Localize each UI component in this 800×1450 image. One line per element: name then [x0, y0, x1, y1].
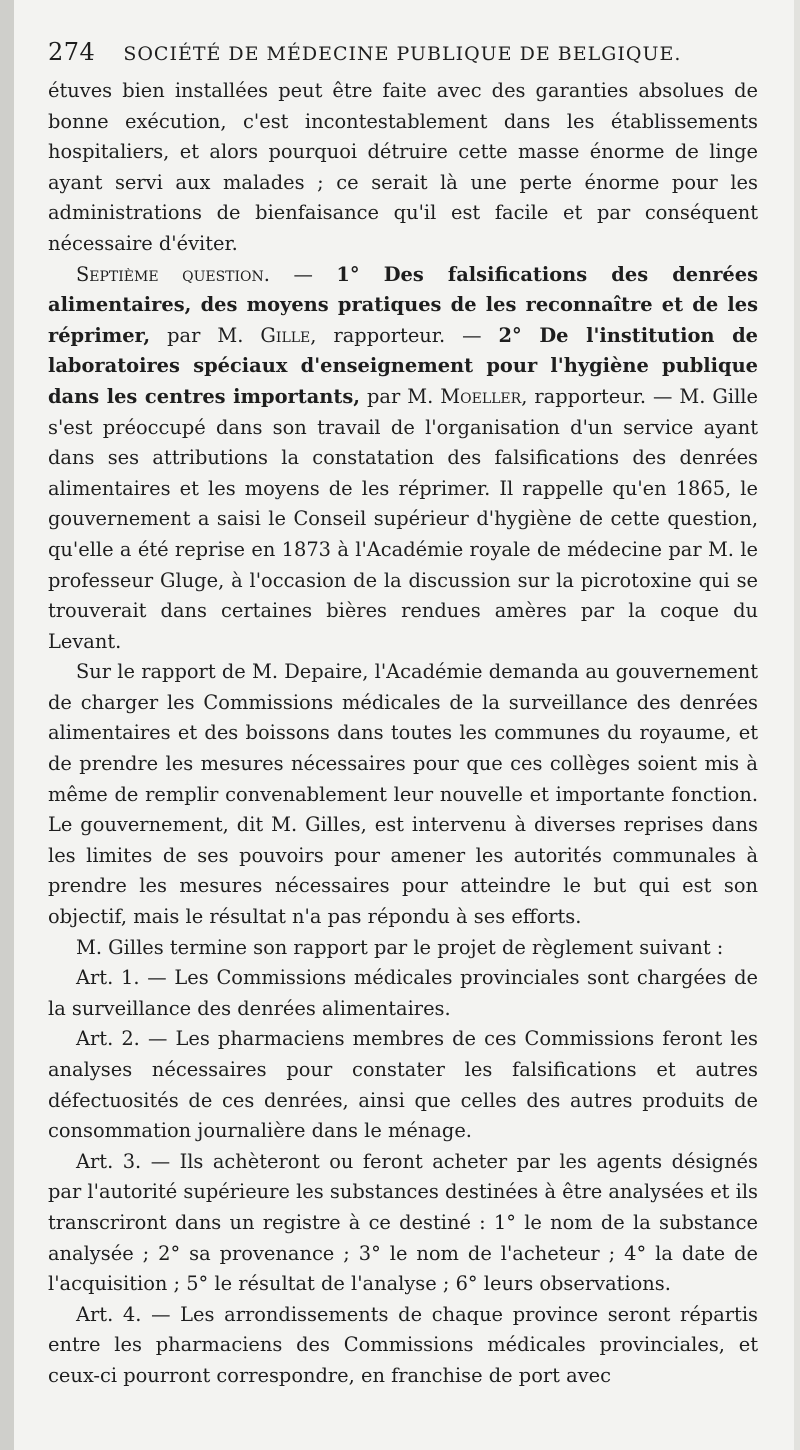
- article-text: — Les Commissions médicales provinciales sont chargées de la surveillance des denrées alimentaires.: [48, 966, 758, 1020]
- article-label: Art. 2.: [76, 1027, 140, 1051]
- running-header: [48, 38, 764, 66]
- question-role-1: , rapporteur. —: [310, 323, 499, 347]
- paragraph-rapport: [48, 657, 758, 932]
- article-2: [48, 1024, 758, 1146]
- question-title-2: 2° De l'institution de laboratoires spéciaux d'enseignement pour l'hygiène publique dans les centres importants,: [48, 323, 758, 408]
- question-by-1: par M.: [150, 323, 261, 347]
- article-text: — Les pharmaciens membres de ces Commissions feront les analyses nécessaires pour constater les falsifications et autres défectuosités de ces denrées, ainsi que celles des autres produits de consommation journalière dans le ménage.: [48, 1027, 758, 1143]
- paragraph-intro-reglement: [48, 933, 758, 964]
- paragraph-text: M. Gilles termine son rapport par le projet de règlement suivant :: [76, 935, 724, 959]
- question-by-2: par M.: [360, 384, 441, 408]
- article-4: [48, 1300, 758, 1392]
- running-title: SOCIÉTÉ DE MÉDECINE PUBLIQUE DE BELGIQUE.: [123, 43, 682, 65]
- paragraph-text: Sur le rapport de M. Depaire, l'Académie demanda au gouvernement de charger les Commissions médicales de la surveillance des denrées alimentaires et des boissons dans toutes les communes du royaume, et de prendre les mesures nécessaires pour que ces collèges soient mis à même de remplir convenablement leur nouvelle et importante fonction. Le gouvernement, dit M. Gilles, est intervenu à diverses reprises dans les limites de ses pouvoirs pour amener les autorités communales à prendre les mesures nécessaires pour atteindre le but qui est son objectif, mais le résultat n'a pas répondu à ses efforts.: [48, 660, 758, 929]
- article-label: Art. 4.: [76, 1302, 142, 1326]
- rapporteur-name-2: Moeller: [440, 384, 522, 408]
- question-title-1: 1° Des falsifications des denrées alimentaires, des moyens pratiques de les reconnaître et de les réprimer,: [48, 262, 759, 347]
- page-body: [48, 76, 758, 1392]
- page-number: 274: [48, 38, 96, 66]
- question-label: Septième question.: [76, 262, 270, 286]
- article-text: — Ils achèteront ou feront acheter par les agents désignés par l'autorité supérieure les substances destinées à être analysées et ils transcriront dans un registre à ce destiné : 1° le nom de la substance analysée ; 2° sa provenance ; 3° le nom de l'acheteur ; 4° la date de l'acquisition ; 5° le résultat de l'analyse ; 6° leurs observations.: [48, 1149, 758, 1296]
- paragraph-continuation: [48, 76, 758, 260]
- article-label: Art. 3.: [76, 1149, 142, 1173]
- paragraph-question: [48, 260, 758, 658]
- question-dash: —: [269, 262, 337, 286]
- question-rest: , rapporteur. — M. Gille s'est préoccupé dans son travail de l'organisation d'un service ayant dans ses attributions la constatation des falsifications des denrées alimentaires et les moyens de les réprimer. Il rappelle qu'en 1865, le gouvernement a saisi le Conseil supérieur d'hygiène de cette question, qu'elle a été reprise en 1873 à l'Académie royale de médecine par M. le professeur Gluge, à l'occasion de la discussion sur la picrotoxine qui se trouverait dans certaines bières rendues amères par la coque du Levant.: [48, 384, 758, 653]
- article-text: — Les arrondissements de chaque province seront répartis entre les pharmaciens des Commissions médicales provinciales, et ceux-ci pourront correspondre, en franchise de port avec: [48, 1302, 758, 1387]
- article-1: [48, 963, 758, 1024]
- rapporteur-name-1: Gille: [260, 323, 311, 347]
- article-label: Art. 1.: [76, 966, 140, 990]
- paragraph-text: étuves bien installées peut être faite avec des garanties absolues de bonne exécution, c'est incontestablement dans les établissements hospitaliers, et alors pourquoi détruire cette masse énorme de linge ayant servi aux malades ; ce serait là une perte énorme pour les administrations de bienfaisance qu'il est facile et par conséquent nécessaire d'éviter.: [48, 79, 758, 255]
- article-3: [48, 1147, 758, 1300]
